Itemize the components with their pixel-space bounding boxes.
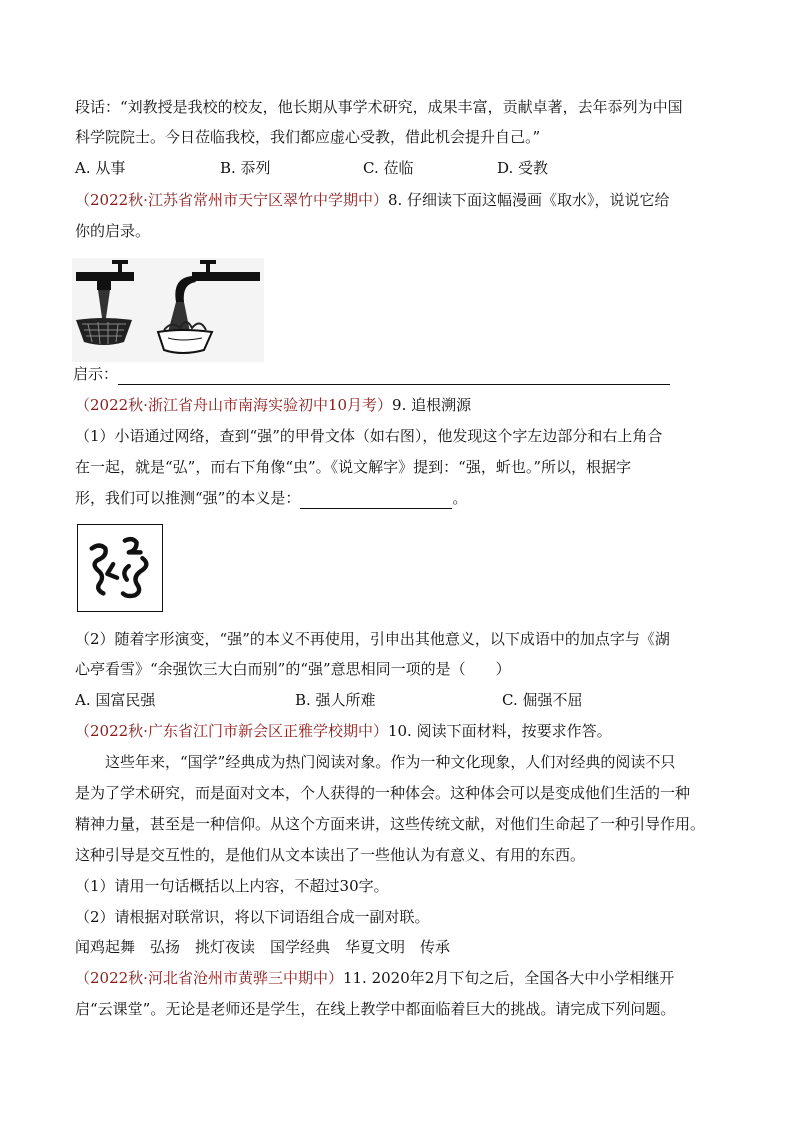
q10-sub1: （1）请用一句话概括以上内容，不超过30字。 [75, 877, 389, 895]
q9-p1-line1: （1）小语通过网络，查到“强”的甲骨文体（如右图），他发现这个字左边部分和右上角合 [75, 427, 663, 445]
right-bowl [158, 330, 212, 353]
q9-heading [75, 394, 471, 416]
q9-p1-line3-prefix: 形，我们可以推测“强”的本义是： [75, 489, 301, 507]
q8-source: （2022秋·江苏省常州市天宁区翠竹中学期中） [75, 191, 388, 209]
q10-material-line: 精神力量，甚至是一种信仰。从这个方面来讲，这些传统文献，对他们生命起了一种引导作用。 [75, 815, 706, 833]
q8-text: 8. 仔细读下面这幅漫画《取水》，说说它给 [387, 191, 670, 209]
q11-source: （2022秋·河北省沧州市黄骅三中期中） [75, 969, 343, 987]
q9-option-a: A. 国富民强 [75, 691, 156, 709]
q7-option-c: C. 莅临 [363, 159, 414, 177]
q7-option-a: A. 从事 [75, 159, 126, 177]
oracle-bone-qiang-image [77, 524, 163, 612]
left-basket [76, 318, 132, 345]
q9-source: （2022秋·浙江省舟山市南海实验初中10月考） [75, 396, 393, 414]
q9-p2-line2: 心亭看雪》“余强饮三大白而别”的“强”意思相同一项的是（ ） [75, 660, 511, 678]
q7-option-b: B. 忝列 [220, 159, 271, 177]
q11-text: 11. 2020年2月下旬之后，全国各大中小学相继开 [342, 969, 675, 987]
q9-p1-line3 [75, 487, 467, 509]
q11-prompt-line2: 启“云课堂”。无论是老师还是学生，在线上教学中都面临着巨大的挑战。请完成下列问题。 [75, 1000, 676, 1018]
q8-prompt-line2: 你的启录。 [75, 222, 151, 240]
q10-material-line: 这些年来，“国学”经典成为热门阅读对象。作为一种文化现象，人们对经典的阅读不只 [75, 753, 676, 771]
q9-p1-line2: 在一起，就是“弘”，而右下角像“虫”。《说文解字》提到：“强，蚚也。”所以，根据字 [75, 458, 632, 476]
q7-passage-line2: 科学院院士。今日莅临我校，我们都应虚心受教，借此机会提升自己。” [75, 128, 541, 146]
q10-heading [75, 720, 612, 742]
q9-option-c: C. 倔强不屈 [502, 691, 583, 709]
q7-passage-line1: 段话：“刘教授是我校的校友，他长期从事学术研究，成果丰富，贡献卓著，去年忝列为中国 [75, 98, 683, 116]
q10-title: 10. 阅读下面材料，按要求作答。 [387, 722, 612, 740]
q7-option-d: D. 受教 [497, 159, 549, 177]
q10-material-line: 这种引导是交互性的，是他们从文本读出了一些他认为有意义、有用的东西。 [75, 846, 586, 864]
q8-answer-line [73, 363, 670, 385]
q8-answer-label: 启示： [73, 365, 119, 383]
q10-words: 闻鸡起舞 弘扬 挑灯夜读 国学经典 华夏文明 传承 [75, 938, 451, 956]
q10-sub2: （2）请根据对联常识，将以下词语组合成一副对联。 [75, 908, 430, 926]
q10-source: （2022秋·广东省江门市新会区正雅学校期中） [75, 722, 388, 740]
q9-option-b: B. 强人所难 [295, 691, 376, 709]
q10-material-line: 是为了学术研究，而是面对文本，个人获得的一种体会。这种体会可以是变成他们生活的一种 [75, 784, 691, 802]
q9-p1-line3-suffix: 。 [452, 489, 468, 507]
q9-title: 9. 追根溯源 [392, 396, 472, 414]
q8-answer-blank[interactable] [118, 366, 670, 385]
q9-answer-blank[interactable] [300, 490, 452, 509]
water-comic-illustration [72, 258, 264, 362]
q11-prompt-line1 [75, 967, 674, 989]
q9-p2-line1: （2）随着字形演变，“强”的本义不再使用，引申出其他意义，以下成语中的加点字与《湖 [75, 630, 670, 648]
q8-prompt-line1 [75, 189, 670, 211]
